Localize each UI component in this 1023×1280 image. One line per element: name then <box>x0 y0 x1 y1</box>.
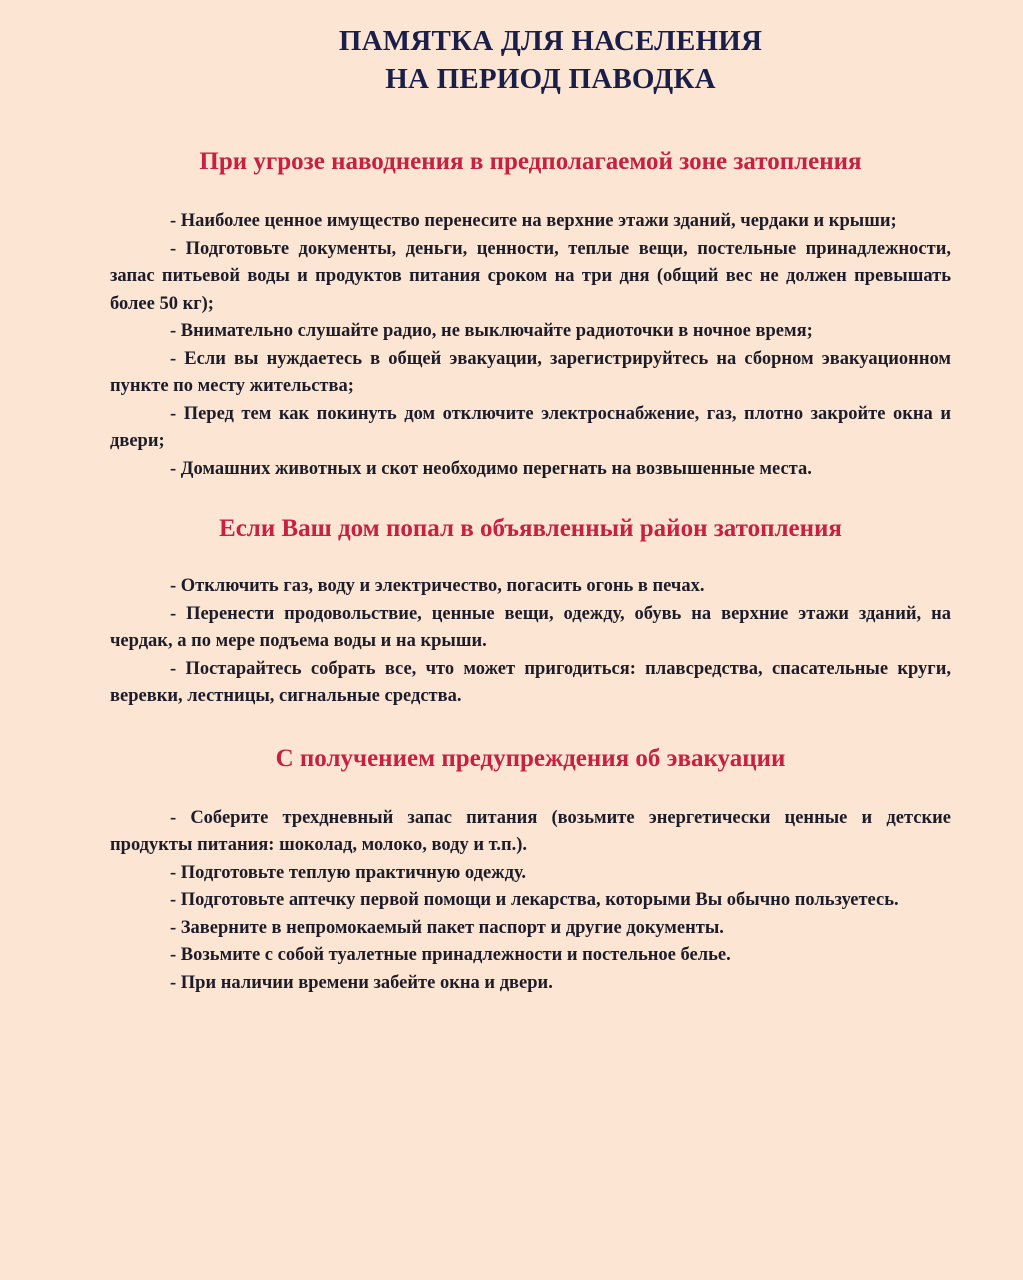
list-item: - Подготовьте теплую практичную одежду. <box>170 862 526 883</box>
list-item: - Постарайтесь собрать все, что может пригодиться: плавсредства, спасательные круги, веревки, лестницы, сигнальные средства. <box>110 658 951 706</box>
section-flood-threat <box>110 146 951 483</box>
list-item: - Внимательно слушайте радио, не выключайте радиоточки в ночное время; <box>170 321 813 341</box>
item-list <box>110 805 951 998</box>
list-item: - Домашних животных и скот необходимо перегнать на возвышенные места. <box>170 458 812 479</box>
list-item: - Если вы нуждаетесь в общей эвакуации, зарегистрируйтесь на сборном эвакуационном пункте по месту жительства; <box>110 348 951 396</box>
section-heading: При угрозе наводнения в предполагаемой зоне затопления <box>199 148 862 175</box>
list-item: - Возьмите с собой туалетные принадлежности и постельное белье. <box>170 945 731 965</box>
item-list <box>110 208 951 483</box>
list-item: - Подготовьте документы, деньги, ценности, теплые вещи, постельные принадлежности, запас питьевой воды и продуктов питания сроком на три дня (общий вес не должен превышать более 50 кг); <box>110 238 951 314</box>
section-flood-zone <box>110 513 951 711</box>
list-item: - Наиболее ценное имущество перенесите на верхние этажи зданий, чердаки и крыши; <box>170 211 897 231</box>
list-item: - Заверните в непромокаемый пакет паспорт и другие документы. <box>170 917 724 938</box>
list-item: - Перед тем как покинуть дом отключите электроснабжение, газ, плотно закройте окна и двери; <box>110 403 951 451</box>
list-item: - Перенести продовольствие, ценные вещи, одежду, обувь на верхние этажи зданий, на чердак, а по мере подъема воды и на крыши. <box>110 603 951 651</box>
list-item: - Отключить газ, воду и электричество, погасить огонь в печах. <box>170 576 705 596</box>
title-line-1: ПАМЯТКА ДЛЯ НАСЕЛЕНИЯ <box>338 25 763 57</box>
list-item: - Подготовьте аптечку первой помощи и лекарства, которыми Вы обычно пользуетесь. <box>170 890 899 910</box>
section-heading: С получением предупреждения об эвакуации <box>275 744 786 772</box>
section-heading: Если Ваш дом попал в объявленный район затопления <box>219 515 842 542</box>
section-evacuation-warning <box>110 743 951 998</box>
title-line-2: НА ПЕРИОД ПАВОДКА <box>385 63 716 95</box>
document-title <box>110 22 951 98</box>
list-item: - Соберите трехдневный запас питания (возьмите энергетически ценные и детские продукты питания: шоколад, молоко, воду и т.п.). <box>110 807 951 855</box>
item-list <box>110 573 951 711</box>
list-item: - При наличии времени забейте окна и двери. <box>170 972 553 993</box>
